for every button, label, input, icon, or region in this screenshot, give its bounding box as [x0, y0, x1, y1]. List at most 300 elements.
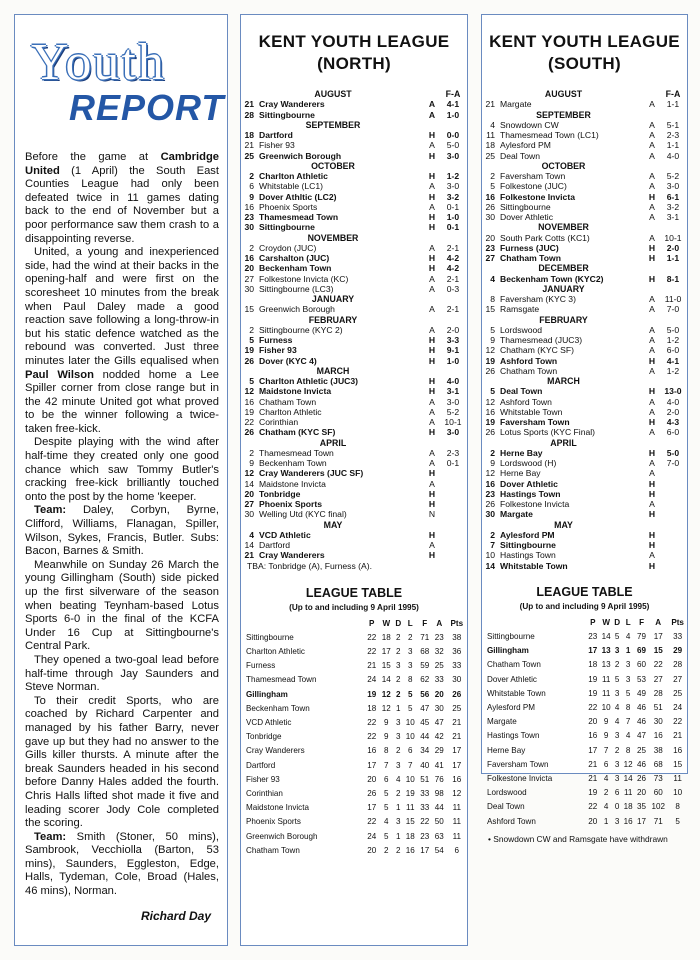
month-header — [482, 222, 687, 232]
venue-cell — [645, 161, 659, 171]
stat-cell: 21 — [588, 773, 598, 783]
stat-cell: 2 — [396, 675, 401, 685]
stat-cell: 5 — [384, 788, 389, 798]
fixture-row — [482, 140, 687, 150]
fixture-score — [439, 499, 467, 509]
stat-cell: 11 — [601, 688, 611, 698]
fixture-opponent: Cray Wanderers — [259, 99, 325, 110]
fixture-opponent: Aylesford PM — [500, 140, 551, 151]
fixture-score: 8-1 — [666, 273, 680, 284]
fixture-row — [241, 284, 467, 294]
fixture-opponent: Ashford Town — [500, 355, 558, 366]
stat-cell: 11 — [452, 817, 461, 827]
column-header: P — [369, 618, 375, 628]
stat-cell: 6 — [407, 746, 413, 756]
fixture-opponent: Beckenham Town — [259, 263, 332, 274]
fixture-date: 2 — [490, 447, 495, 458]
fixture-date: 10 — [485, 550, 495, 561]
fixture-row — [241, 192, 467, 202]
stat-cell: 8 — [625, 702, 631, 712]
report-paragraph — [25, 436, 219, 504]
fixture-date: 22 — [244, 417, 254, 427]
team-name: Gillingham — [246, 689, 288, 699]
fixture-opponent: Chatham Town — [500, 253, 561, 263]
south-fixtures-table — [482, 89, 687, 571]
stat-cell: 18 — [381, 632, 391, 642]
byline: Richard Day — [140, 908, 211, 923]
stat-cell: 1 — [603, 816, 609, 826]
report-paragraph — [25, 559, 219, 654]
fixture-score: 6-0 — [666, 427, 680, 438]
team-name: Maidstone Invicta — [246, 803, 309, 813]
fixture-venue: H — [428, 468, 436, 479]
stat-cell: 3 — [614, 731, 620, 741]
fixture-opponent: Sittingbourne — [500, 540, 556, 550]
fixture-row — [482, 345, 687, 355]
report-paragraph — [25, 831, 219, 899]
month-header — [482, 520, 687, 530]
stat-cell: 6 — [614, 788, 620, 798]
fixture-score: 10-1 — [444, 417, 462, 427]
fixture-venue: H — [648, 242, 656, 253]
fixture-venue: A — [649, 130, 655, 140]
stat-cell: 23 — [434, 632, 444, 642]
stat-cell: 33 — [420, 788, 430, 798]
fixture-venue: A — [429, 458, 435, 468]
stat-cell: 9 — [603, 731, 609, 741]
team-name: Furness — [246, 661, 276, 671]
table-row — [482, 744, 687, 758]
text-run: Smith (Stoner, 50 mins), Sambrook, Vecchiolla (Barton, 53 mins), Saunders, Eggleston, Edge, Halls, Tydeman, Cole, Broad (Hales, 46 mins), Norman. — [25, 830, 219, 898]
bold-run: Cambridge United — [25, 151, 219, 177]
fixture-row — [241, 550, 467, 560]
fixture-opponent: Sittingbourne (KYC 2) — [259, 324, 343, 335]
fixture-opponent: Faversham (KYC 3) — [500, 294, 576, 304]
south-table-subtitle: (Up to and including 9 April 1995) — [519, 601, 650, 611]
fa-header — [659, 284, 687, 294]
table-row — [241, 787, 467, 801]
team-name: Tonbridge — [246, 732, 282, 742]
stat-cell: 5 — [384, 803, 389, 813]
fixture-date: 26 — [485, 427, 495, 438]
fixture-opponent: Sittingbourne (LC3) — [259, 283, 334, 294]
youth-report-logo — [25, 34, 225, 137]
fixture-venue: A — [649, 365, 655, 376]
venue-cell — [645, 520, 659, 530]
fixture-opponent: Ramsgate — [500, 304, 540, 315]
team-name: Lordswood — [487, 788, 527, 798]
stat-cell: 50 — [434, 817, 444, 827]
youth-report-column — [14, 14, 228, 946]
fixture-row — [482, 202, 687, 212]
stat-cell: 23 — [588, 631, 598, 641]
fixture-date: 27 — [485, 253, 495, 263]
fixture-opponent: Thamesmead Town — [259, 212, 339, 222]
fixture-venue: A — [649, 550, 655, 561]
stat-cell: 11 — [673, 773, 682, 783]
month-label: JANUARY — [542, 283, 585, 294]
stat-cell: 68 — [653, 759, 663, 769]
column-header: F — [422, 618, 428, 628]
fixture-venue: H — [428, 488, 436, 499]
stat-cell: 22 — [367, 632, 377, 642]
table-row — [482, 758, 687, 772]
fixture-score: 2-3 — [666, 130, 680, 140]
stat-cell: 18 — [367, 703, 377, 713]
fixture-opponent: Furness — [259, 335, 293, 345]
fixture-date: 20 — [244, 263, 254, 274]
month-label: APRIL — [550, 437, 577, 448]
south-title — [482, 31, 687, 75]
fa-header — [659, 376, 687, 386]
fixture-row — [482, 253, 687, 263]
fixture-date: 2 — [490, 529, 495, 540]
fixture-venue: H — [648, 386, 656, 397]
fixture-row — [482, 212, 687, 222]
fixture-row — [482, 192, 687, 202]
fixture-opponent: Welling Utd (KYC final) — [259, 509, 347, 520]
fixture-score: 1-1 — [666, 253, 680, 263]
fixture-row — [482, 489, 687, 499]
fixture-opponent: Dover (KYC 4) — [259, 355, 317, 366]
fixture-venue: A — [429, 201, 435, 212]
fixture-row — [241, 427, 467, 437]
fixture-venue: A — [649, 294, 655, 304]
fixture-venue: H — [648, 540, 656, 550]
stat-cell: 2 — [396, 689, 401, 699]
stat-cell: 27 — [653, 674, 663, 684]
north-league-panel — [240, 14, 468, 946]
stat-cell: 4 — [603, 802, 609, 812]
text-run: To their credit Sports, who are coached by Richard Carpenter and managed by his father Barry, never gave up but they had no answer to the Gills killer thursts. A minute after the break Saunders headed in his second before Danny Hales added the fourth. Chris Halls lifted shot made it five and leading scorer Jody Cole completed the scoring. — [25, 694, 219, 830]
stat-cell: 22 — [673, 717, 683, 727]
fa-header — [439, 366, 467, 376]
fixture-opponent: Chatham Town — [259, 396, 317, 407]
stat-cell: 21 — [452, 732, 462, 742]
fixture-venue: A — [429, 540, 435, 550]
stat-cell: 10 — [601, 702, 611, 712]
stat-cell: 3 — [396, 760, 401, 770]
stat-cell: 1 — [396, 831, 401, 841]
fixture-row — [482, 468, 687, 478]
fixture-score: 13-0 — [664, 386, 682, 397]
fixture-row — [241, 499, 467, 509]
stat-cell: 7 — [625, 717, 631, 727]
fixture-opponent: Folkestone Invicta — [500, 191, 575, 202]
fixture-date: 4 — [490, 119, 495, 130]
stat-cell: 38 — [452, 632, 462, 642]
fixture-date: 27 — [244, 499, 254, 509]
fixture-score: 3-0 — [446, 181, 460, 192]
fixture-row — [241, 407, 467, 417]
fixture-row — [482, 233, 687, 243]
stat-cell: 76 — [434, 774, 444, 784]
venue-cell — [645, 89, 659, 99]
month-label: OCTOBER — [311, 160, 355, 171]
stat-cell: 17 — [637, 816, 647, 826]
fixture-score: 2-0 — [666, 406, 680, 417]
stat-cell: 12 — [381, 689, 391, 699]
fixture-date: 4 — [490, 273, 495, 284]
stat-cell: 18 — [623, 802, 633, 812]
fixture-date: 20 — [244, 488, 254, 499]
fixture-row — [482, 499, 687, 509]
team-name: Gillingham — [487, 646, 529, 656]
venue-cell — [645, 376, 659, 386]
fixture-score: 4-0 — [666, 150, 680, 161]
fa-header — [439, 233, 467, 243]
fixture-opponent: Dover Athltic (LC2) — [259, 191, 337, 202]
stat-cell: 17 — [588, 646, 598, 656]
month-label: MAY — [323, 519, 343, 530]
fixture-score: 0-0 — [446, 130, 460, 140]
fixture-row — [241, 540, 467, 550]
stat-cell: 0 — [614, 802, 620, 812]
column-header: A — [655, 617, 662, 627]
report-paragraph — [25, 654, 219, 695]
fixture-row — [241, 130, 467, 140]
venue-cell — [425, 315, 439, 325]
fixture-row — [482, 120, 687, 130]
fixture-row — [241, 489, 467, 499]
fixture-date: 28 — [244, 109, 254, 120]
fixture-venue: A — [649, 345, 655, 356]
stat-cell: 22 — [367, 732, 377, 742]
text-run: Before the game at — [25, 151, 161, 163]
fixture-date: 15 — [485, 304, 495, 315]
fixture-score: 7-0 — [666, 458, 680, 468]
fixture-date: 9 — [490, 458, 495, 468]
fixture-date: 9 — [490, 335, 495, 345]
fixture-row — [241, 335, 467, 345]
fixture-date: 30 — [244, 283, 254, 294]
fixture-opponent: Greenwich Borough — [259, 304, 335, 315]
text-run: Daley, Corbyn, Byrne, Clifford, Williams, Flanagan, Spiller, Wilson, Sykes, Francis, Butler. Subs: Bacon, Barnes & Smith. — [25, 504, 219, 558]
fixture-score: 6-1 — [666, 191, 680, 202]
fa-header — [439, 520, 467, 530]
stat-cell: 20 — [588, 717, 598, 727]
stat-cell: 69 — [637, 646, 647, 656]
bold-run: Team: — [34, 830, 67, 843]
stat-cell: 16 — [673, 745, 683, 755]
fixture-venue: A — [428, 109, 436, 120]
month-header — [482, 161, 687, 171]
fixture-row — [241, 397, 467, 407]
fixture-row — [241, 243, 467, 253]
month-header — [241, 120, 467, 130]
table-row — [482, 687, 687, 701]
fixture-opponent: Cray Wanderers — [259, 550, 325, 561]
venue-cell — [645, 284, 659, 294]
fixture-date: 9 — [249, 191, 254, 202]
column-header: Pts — [671, 617, 684, 627]
venue-cell — [425, 120, 439, 130]
fa-header — [659, 222, 687, 232]
stat-cell: 22 — [367, 717, 377, 727]
fixture-venue: H — [428, 386, 436, 397]
text-run: nodded home a Lee Spiller corner from close range but in the 42 minute United got what proved to be the winner following a twice-taken free-kick. — [25, 368, 219, 435]
stat-cell: 71 — [420, 632, 430, 642]
month-header — [482, 284, 687, 294]
south-title-line2: (SOUTH) — [548, 54, 621, 73]
fixture-row — [482, 130, 687, 140]
fixture-row — [482, 335, 687, 345]
text-run: United, a young and inexperienced side, had the wind at their backs in the opening-half and were first on the scoresheet 10 minutes from the break when Paul Daley made a good reaction save following a long-throw-in but his static defence watched as the rebound was converted. Just three minutes later the Gills equalised when — [25, 246, 219, 367]
fixture-venue: A — [429, 304, 435, 315]
fixture-venue: A — [429, 406, 435, 417]
fixture-row — [482, 550, 687, 560]
team-name: Herne Bay — [487, 745, 526, 755]
fixture-opponent: Margate — [500, 509, 533, 520]
table-row — [241, 801, 467, 815]
stat-cell: 102 — [651, 802, 665, 812]
fixture-venue: H — [648, 191, 656, 202]
fixture-score: 4-1 — [666, 355, 680, 366]
fixture-opponent: Chatham (KYC SF) — [500, 345, 575, 356]
fixture-date: 16 — [244, 201, 254, 212]
fixture-date: 19 — [485, 355, 495, 366]
fixture-opponent: Charlton Athletic (JUC3) — [259, 376, 358, 386]
fa-header — [659, 110, 687, 120]
fixture-venue: A — [429, 417, 435, 427]
fixture-row — [241, 417, 467, 427]
fixture-row — [241, 376, 467, 386]
fa-header — [659, 315, 687, 325]
fixture-venue: A — [649, 171, 655, 181]
team-name: Folkestone Invicta — [487, 773, 553, 783]
fixture-opponent: Croydon (JUC) — [259, 242, 317, 253]
fixture-venue: A — [429, 242, 435, 253]
venue-cell — [425, 89, 439, 99]
fixture-venue: A — [649, 468, 655, 479]
month-header — [482, 110, 687, 120]
fixture-opponent: Carshalton (JUC) — [259, 253, 330, 263]
fixture-row — [482, 151, 687, 161]
team-name: VCD Athletic — [246, 717, 292, 727]
fixture-opponent: Deal Town — [500, 386, 543, 397]
stat-cell: 25 — [637, 745, 647, 755]
stat-cell: 16 — [653, 731, 663, 741]
fixture-date: 15 — [244, 304, 254, 315]
stat-cell: 47 — [420, 703, 430, 713]
fixture-venue: H — [428, 171, 436, 181]
fixture-date: 21 — [244, 550, 254, 561]
stat-cell: 2 — [396, 746, 401, 756]
fixture-venue: A — [649, 406, 655, 417]
fixture-venue: H — [428, 427, 436, 438]
team-name: Phoenix Sports — [246, 817, 301, 827]
fixture-score: 1-0 — [446, 212, 460, 222]
fixture-score — [659, 499, 687, 509]
table-row — [241, 702, 467, 716]
fixture-opponent: Lotus Sports (KYC Final) — [500, 427, 596, 438]
stat-cell: 9 — [384, 717, 389, 727]
team-name: Thamesmead Town — [246, 675, 317, 685]
stat-cell: 1 — [625, 646, 631, 656]
team-name: Greenwich Borough — [246, 831, 318, 841]
stat-cell: 27 — [673, 674, 683, 684]
fixture-score: 4-2 — [446, 253, 460, 263]
fixture-date: 16 — [485, 406, 495, 417]
stat-cell: 1 — [396, 703, 401, 713]
column-header: D — [395, 618, 402, 628]
fixture-row — [241, 222, 467, 232]
fixture-row — [241, 325, 467, 335]
fixture-row — [241, 181, 467, 191]
fixture-venue: A — [649, 232, 655, 243]
fixture-score — [659, 530, 687, 540]
stat-cell: 18 — [588, 660, 598, 670]
fixture-venue: A — [649, 335, 655, 345]
fixture-row — [241, 151, 467, 161]
fixture-row — [241, 253, 467, 263]
column-header: W — [382, 618, 391, 628]
fixture-row — [482, 304, 687, 314]
fixture-venue: H — [648, 253, 656, 263]
fa-header — [659, 520, 687, 530]
fixture-score — [439, 479, 467, 489]
stat-cell: 21 — [367, 661, 377, 671]
stat-cell: 30 — [653, 717, 663, 727]
column-header: A — [436, 618, 443, 628]
stat-cell: 25 — [434, 661, 444, 671]
stat-cell: 25 — [452, 703, 462, 713]
fixture-row — [241, 263, 467, 273]
stat-cell: 45 — [420, 717, 430, 727]
fixture-venue: H — [648, 509, 656, 520]
venue-cell — [645, 222, 659, 232]
fixture-opponent: Phoenix Sports — [259, 499, 323, 509]
team-col-header — [241, 617, 364, 631]
table-row — [482, 772, 687, 786]
fixture-row — [482, 458, 687, 468]
south-title-line1: KENT YOUTH LEAGUE — [489, 32, 680, 51]
month-label: AUGUST — [544, 89, 583, 99]
stat-cell: 24 — [673, 702, 683, 712]
stat-cell: 12 — [381, 703, 391, 713]
team-name: Sittingbourne — [246, 632, 294, 642]
fixture-score: 5-0 — [446, 140, 460, 151]
stat-cell: 47 — [637, 731, 647, 741]
fixture-venue: A — [649, 99, 655, 110]
fixture-row — [241, 110, 467, 120]
fixture-score: 3-3 — [446, 335, 460, 345]
stat-cell: 3 — [396, 661, 401, 671]
fa-header — [439, 294, 467, 304]
stat-cell: 33 — [673, 631, 683, 641]
stat-cell: 19 — [405, 788, 415, 798]
stat-cell: 60 — [637, 660, 647, 670]
stat-cell: 35 — [637, 802, 647, 812]
north-table-subtitle: (Up to and including 9 April 1995) — [289, 602, 419, 612]
fixture-date: 5 — [249, 376, 254, 386]
stat-cell: 40 — [420, 760, 430, 770]
stat-cell: 7 — [603, 745, 609, 755]
report-paragraph — [25, 246, 219, 436]
fixture-opponent: Lordswood (H) — [500, 458, 557, 468]
stat-cell: 2 — [407, 632, 413, 642]
bold-run: Paul Wilson — [25, 368, 94, 381]
venue-cell — [425, 161, 439, 171]
text-run: They opened a two-goal lead before half-time through Jay Saunders and Steve Norman. — [25, 653, 219, 694]
table-row — [482, 630, 687, 644]
fixture-venue: H — [428, 550, 436, 561]
stat-cell: 51 — [420, 774, 430, 784]
report-paragraph — [25, 504, 219, 558]
stat-cell: 2 — [396, 788, 401, 798]
venue-cell — [425, 233, 439, 243]
stat-cell: 15 — [673, 759, 683, 769]
